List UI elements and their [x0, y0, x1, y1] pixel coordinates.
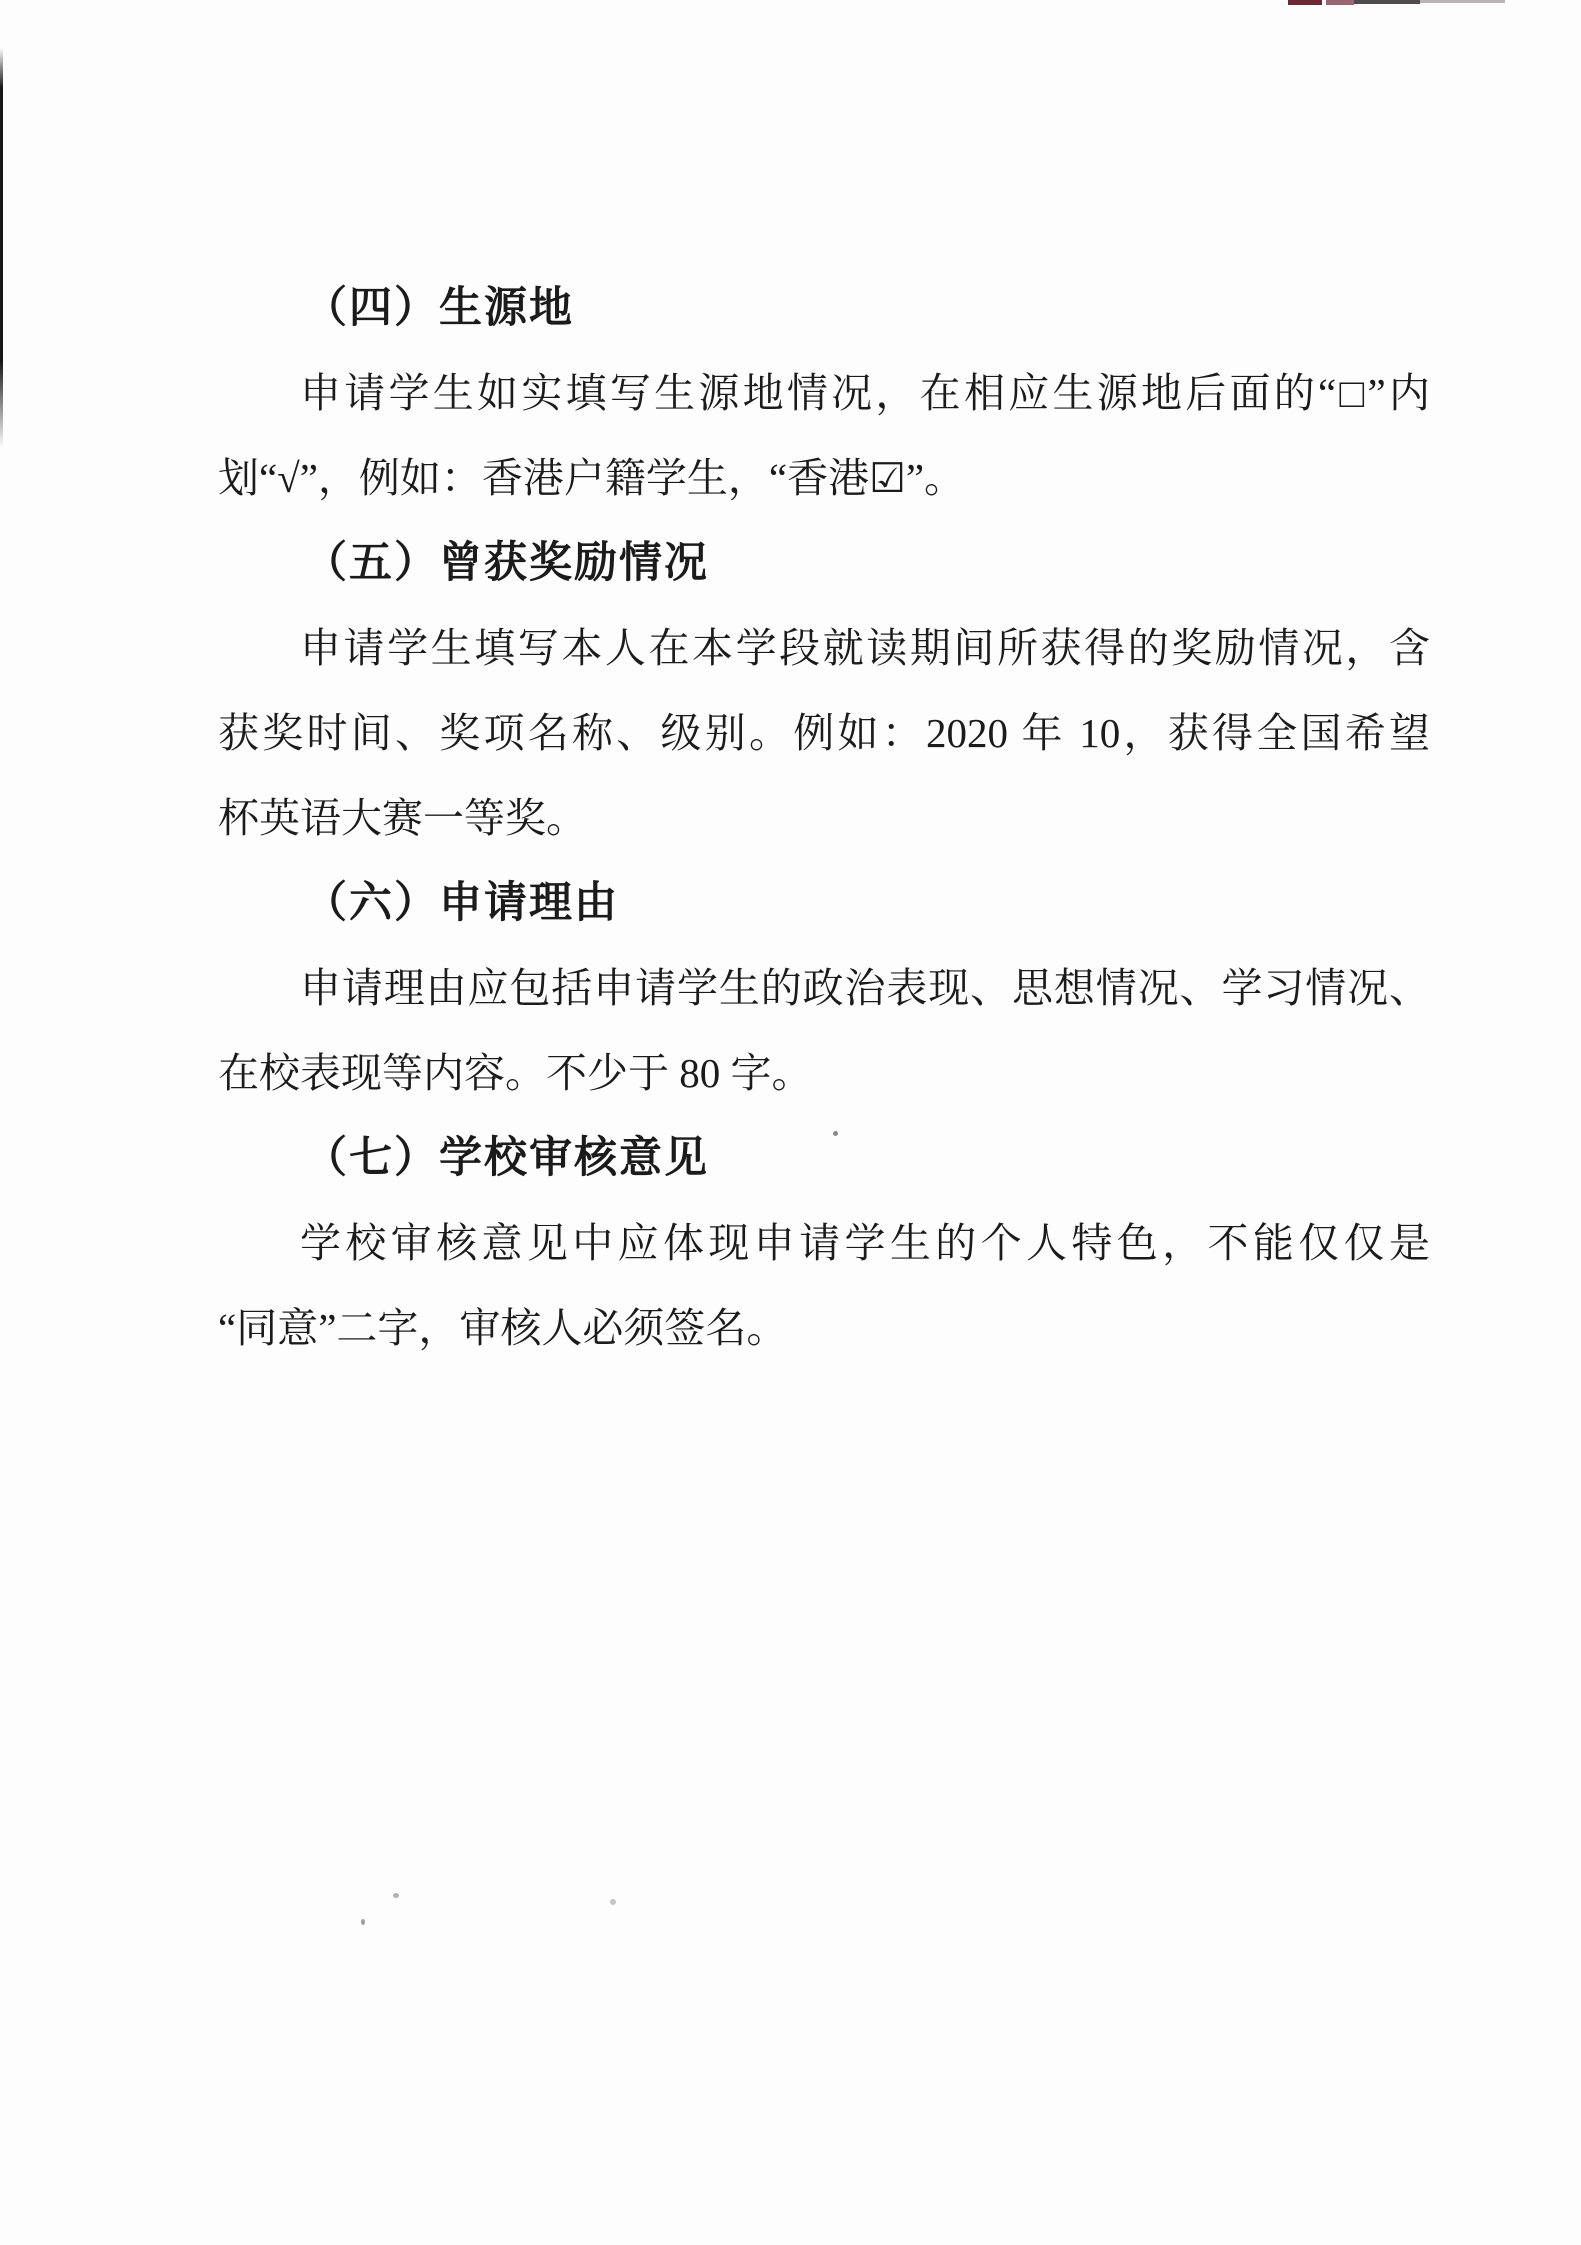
body-line: 申请学生如实填写生源地情况，在相应生源地后面的“□”内: [300, 370, 1430, 416]
section-heading: （四）生源地: [304, 285, 574, 332]
body-line: 在校表现等内容。不少于 80 字。: [218, 1050, 813, 1096]
section-heading: （七）学校审核意见: [304, 1135, 709, 1182]
body-line: 杯英语大赛一等奖。: [218, 795, 587, 841]
body-line: “同意”二字，审核人必须签名。: [218, 1305, 788, 1351]
section-school-review-opinion: [218, 1116, 1430, 1371]
scan-speck-artifact: [833, 1131, 838, 1136]
scan-speck-artifact: [610, 1899, 616, 1905]
scan-speck-artifact: [361, 1919, 365, 1925]
body-line: 申请理由应包括申请学生的政治表现、思想情况、学习情况、: [300, 965, 1430, 1011]
section-heading: （五）曾获奖励情况: [304, 540, 709, 587]
scan-speck-artifact: [393, 1893, 399, 1898]
scan-top-line-artifact: [1354, 0, 1420, 4]
stamp-fragment-artifact: [1326, 0, 1354, 5]
section-origin-of-student: [218, 266, 1430, 521]
document-body: [218, 266, 1430, 1371]
scan-left-edge-artifact: [0, 48, 3, 448]
stamp-fragment-artifact: [1288, 0, 1322, 5]
section-awards-received: [218, 521, 1430, 861]
section-heading: （六）申请理由: [304, 880, 619, 927]
body-line: 学校审核意见中应体现申请学生的个人特色，不能仅仅是: [300, 1220, 1430, 1266]
body-line: 获奖时间、奖项名称、级别。例如：2020 年 10，获得全国希望: [218, 710, 1430, 756]
body-line: 划“√”，例如：香港户籍学生，“香港☑”。: [218, 455, 966, 501]
scan-top-line-artifact: [1420, 0, 1505, 3]
section-application-reason: [218, 861, 1430, 1116]
body-line: 申请学生填写本人在本学段就读期间所获得的奖励情况，含: [300, 625, 1430, 671]
